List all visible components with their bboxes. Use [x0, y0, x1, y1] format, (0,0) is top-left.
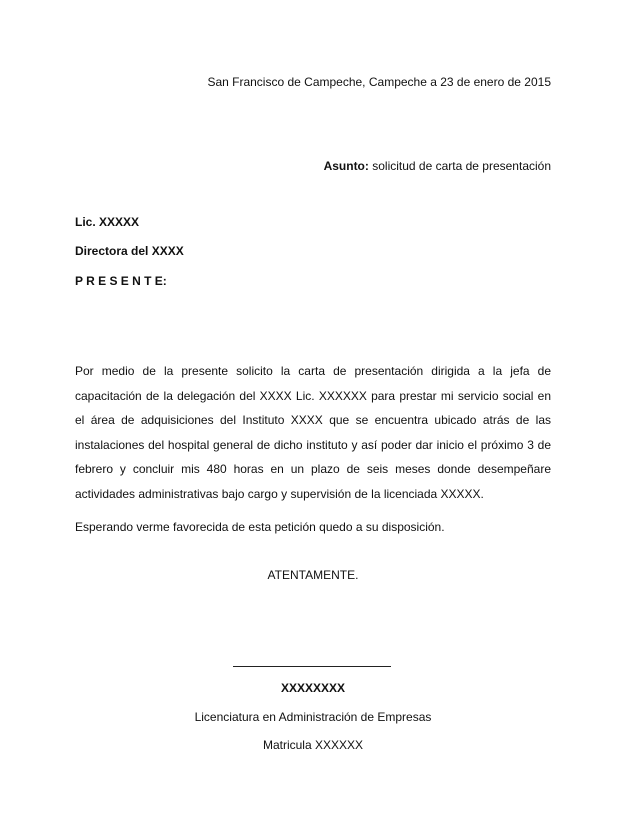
- subject-line: [324, 159, 551, 173]
- recipient-title: Directora del XXXX: [75, 244, 184, 258]
- closing-paragraph: Esperando verme favorecida de esta petición quedo a su disposición.: [75, 520, 445, 534]
- recipient-name: Lic. XXXXX: [75, 215, 140, 229]
- signer-name: XXXXXXXX: [280, 681, 346, 695]
- signer-degree: Licenciatura en Administración de Empresas: [194, 710, 432, 724]
- greeting: P R E S E N T E:: [75, 274, 167, 288]
- subject-label: Asunto:: [323, 159, 369, 173]
- subject-text: solicitud de carta de presentación: [368, 159, 551, 173]
- place-date-line: San Francisco de Campeche, Campeche a 23 de enero de 2015: [207, 75, 551, 89]
- body-paragraph: Por medio de la presente solicito la carta de presentación dirigida a la jefa de capacitación de la delegación del XXXX Lic. XXXXXX para prestar mi servicio social en el área de adquisiciones del Instituto XXXX que se encuentra ubicado atrás de las instalaciones del hospital general de dicho instituto y así poder dar inicio el próximo 3 de febrero y concluir mis 480 horas en un plazo de seis meses donde desempeñare actividades administrativas bajo cargo y supervisión de la licenciada XXXXX.: [75, 364, 551, 501]
- farewell: ATENTAMENTE.: [267, 568, 359, 582]
- letter-body: [75, 359, 551, 537]
- signature-line: [233, 666, 391, 667]
- signer-enrollment: Matricula XXXXXX: [262, 738, 364, 752]
